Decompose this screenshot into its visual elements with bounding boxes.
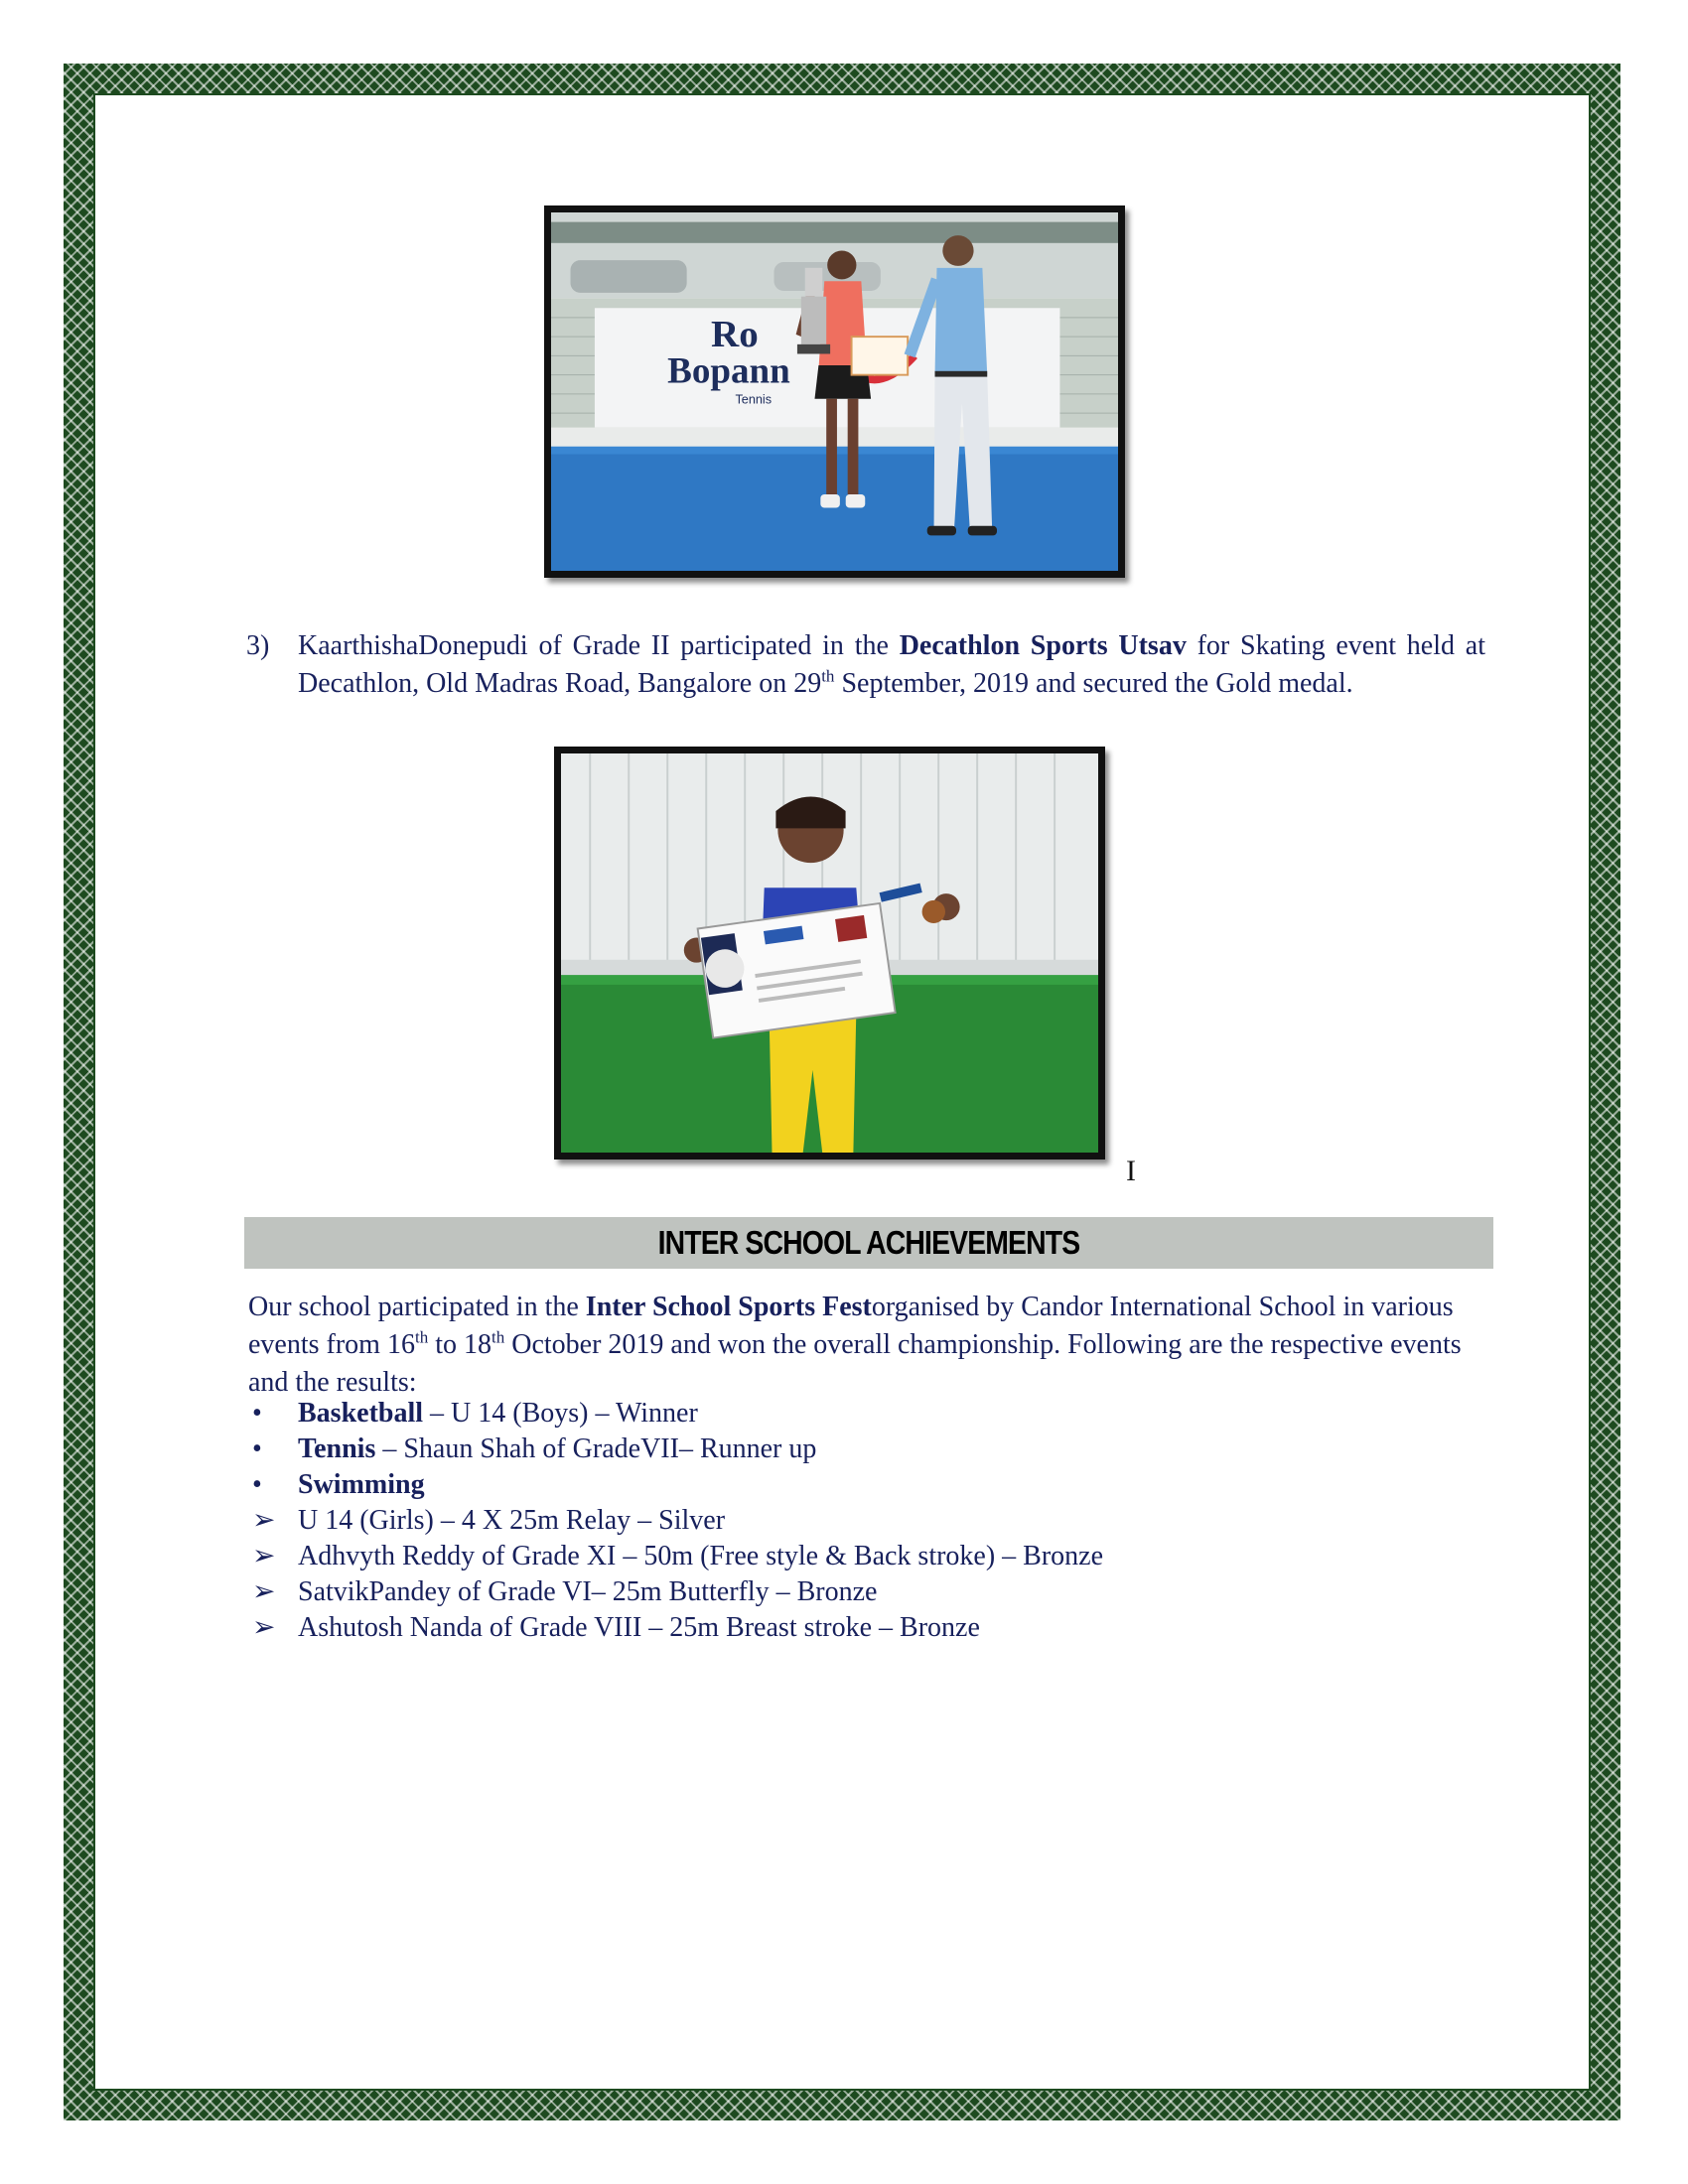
bullet-icon: • — [252, 1469, 262, 1500]
event-label: Basketball — [298, 1398, 424, 1429]
list-item — [248, 1539, 1103, 1574]
list-item — [248, 1396, 1103, 1432]
item-number: 3) — [246, 630, 270, 661]
item3-text-2: for Skating event held at Decathlon, Old Madras Road, Bangalore on 29 — [298, 630, 1485, 699]
bullet-icon: • — [252, 1398, 262, 1429]
section-heading-bar — [244, 1217, 1493, 1269]
stray-mark: I — [1126, 1155, 1136, 1187]
list-item — [248, 1610, 1103, 1646]
result-text: – Shaun Shah of GradeVII– Runner up — [375, 1433, 817, 1464]
fest-name: Inter School Sports Fest — [585, 1292, 872, 1322]
swimming-result: Adhvyth Reddy of Grade XI – 50m (Free style & Back stroke) – Bronze — [298, 1541, 1104, 1571]
list-item — [248, 1432, 1103, 1467]
intro-text-1: Our school participated in the — [248, 1292, 586, 1322]
swimming-result: Ashutosh Nanda of Grade VIII – 25m Breast stroke – Bronze — [298, 1612, 980, 1643]
swimming-result: SatvikPandey of Grade VI– 25m Butterfly – Bronze — [298, 1576, 878, 1607]
arrow-bullet-icon: ➢ — [252, 1612, 276, 1643]
item3-text-3: September, 2019 and secured the Gold medal. — [834, 668, 1353, 699]
item3-text-1: KaarthishaDonepudi of Grade II participated in the — [298, 630, 900, 661]
swimming-result: U 14 (Girls) – 4 X 25m Relay – Silver — [298, 1505, 726, 1536]
sign-text-2: Bopann — [667, 349, 790, 391]
arrow-bullet-icon: ➢ — [252, 1541, 276, 1571]
date-suffix-1: th — [414, 1327, 429, 1347]
result-text: – U 14 (Boys) – Winner — [423, 1398, 698, 1429]
event-name: Decathlon Sports Utsav — [899, 630, 1187, 661]
arrow-bullet-icon: ➢ — [252, 1576, 276, 1607]
event-label: Swimming — [298, 1469, 425, 1500]
results-list — [248, 1396, 1103, 1646]
intro-text-4: October 2019 and won the overall championship. Following are the respective events and the results: — [248, 1329, 1462, 1398]
list-item — [248, 1503, 1103, 1539]
intro-text-3: to 18 — [428, 1329, 492, 1360]
section-heading: INTER SCHOOL ACHIEVEMENTS — [657, 1224, 1080, 1261]
event-label: Tennis — [298, 1433, 376, 1464]
sign-text-3: Tennis — [735, 392, 773, 407]
section-intro — [248, 1289, 1485, 1402]
arrow-bullet-icon: ➢ — [252, 1505, 276, 1536]
sign-text-1: Ro — [711, 313, 759, 355]
bullet-icon: • — [252, 1433, 262, 1464]
list-item — [248, 1467, 1103, 1503]
date-suffix-2: th — [491, 1327, 505, 1347]
date-suffix: th — [821, 666, 835, 686]
intro-text-2: organised by Candor International School in various events from 16 — [248, 1292, 1454, 1360]
item3-paragraph — [298, 627, 1485, 703]
list-item — [248, 1574, 1103, 1610]
tennis-award-photo — [544, 205, 1125, 578]
skating-medal-photo — [554, 747, 1105, 1160]
